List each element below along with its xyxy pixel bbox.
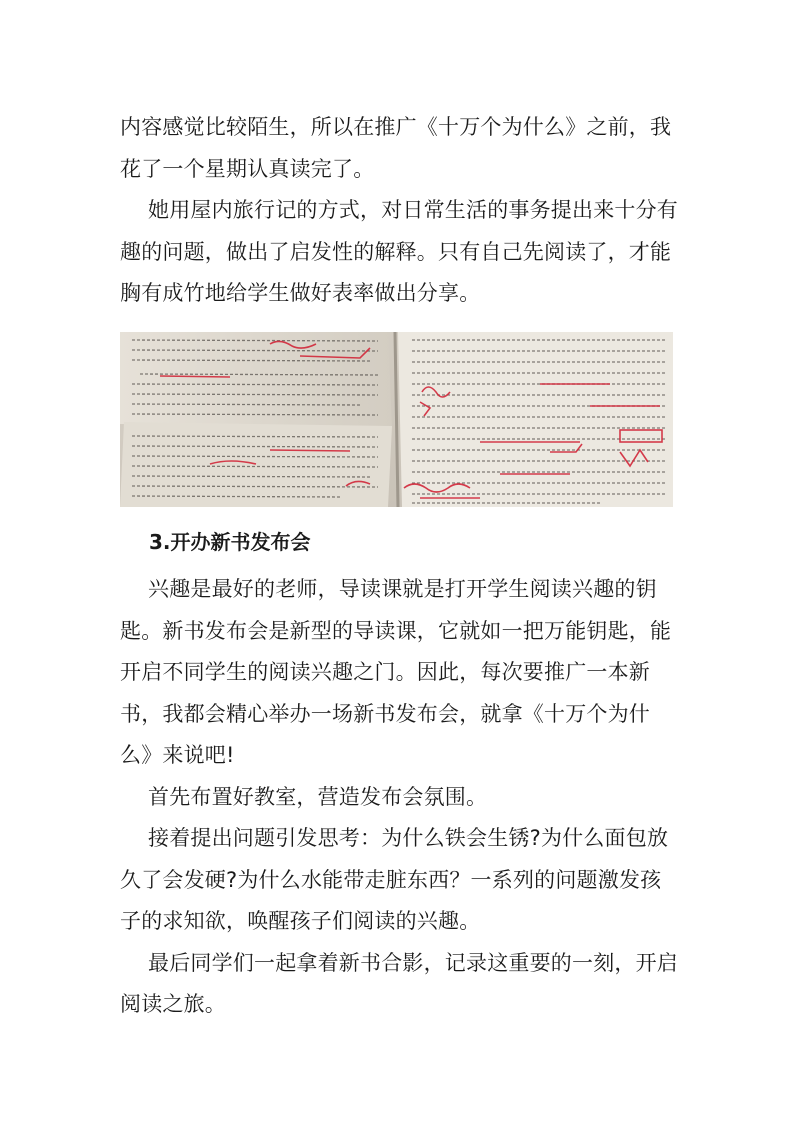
annotated-book-photo [120, 332, 673, 507]
bottom-text-block [120, 569, 680, 1026]
paragraph: 接着提出问题引发思考：为什么铁会生锈?为什么面包放久了会发硬?为什么水能带走脏东西？一系列的问题激发孩子的求知欲，唤醒孩子们阅读的兴趣。 [120, 826, 669, 933]
paragraph-continued: 内容感觉比较陌生，所以在推广《十万个为什么》之前，我花了一个星期认真读完了。 [120, 115, 672, 181]
top-text-block [120, 107, 680, 315]
section-heading: 3.开办新书发布会 [149, 530, 311, 554]
paragraph: 首先布置好教室，营造发布会氛围。 [148, 784, 488, 809]
paragraph: 她用屋内旅行记的方式，对日常生活的事务提出来十分有趣的问题，做出了启发性的解释。只有自己先阅读了，才能胸有成竹地给学生做好表率做出分享。 [120, 198, 678, 305]
paragraph: 最后同学们一起拿着新书合影，记录这重要的一刻，开启阅读之旅。 [120, 950, 678, 1016]
paragraph: 兴趣是最好的老师，导读课就是打开学生阅读兴趣的钥匙。新书发布会是新型的导读课，它就如一把万能钥匙，能开启不同学生的阅读兴趣之门。因此，每次要推广一本新书，我都会精心举办一场新书发布会，就拿《十万个为什么》来说吧! [120, 577, 672, 767]
